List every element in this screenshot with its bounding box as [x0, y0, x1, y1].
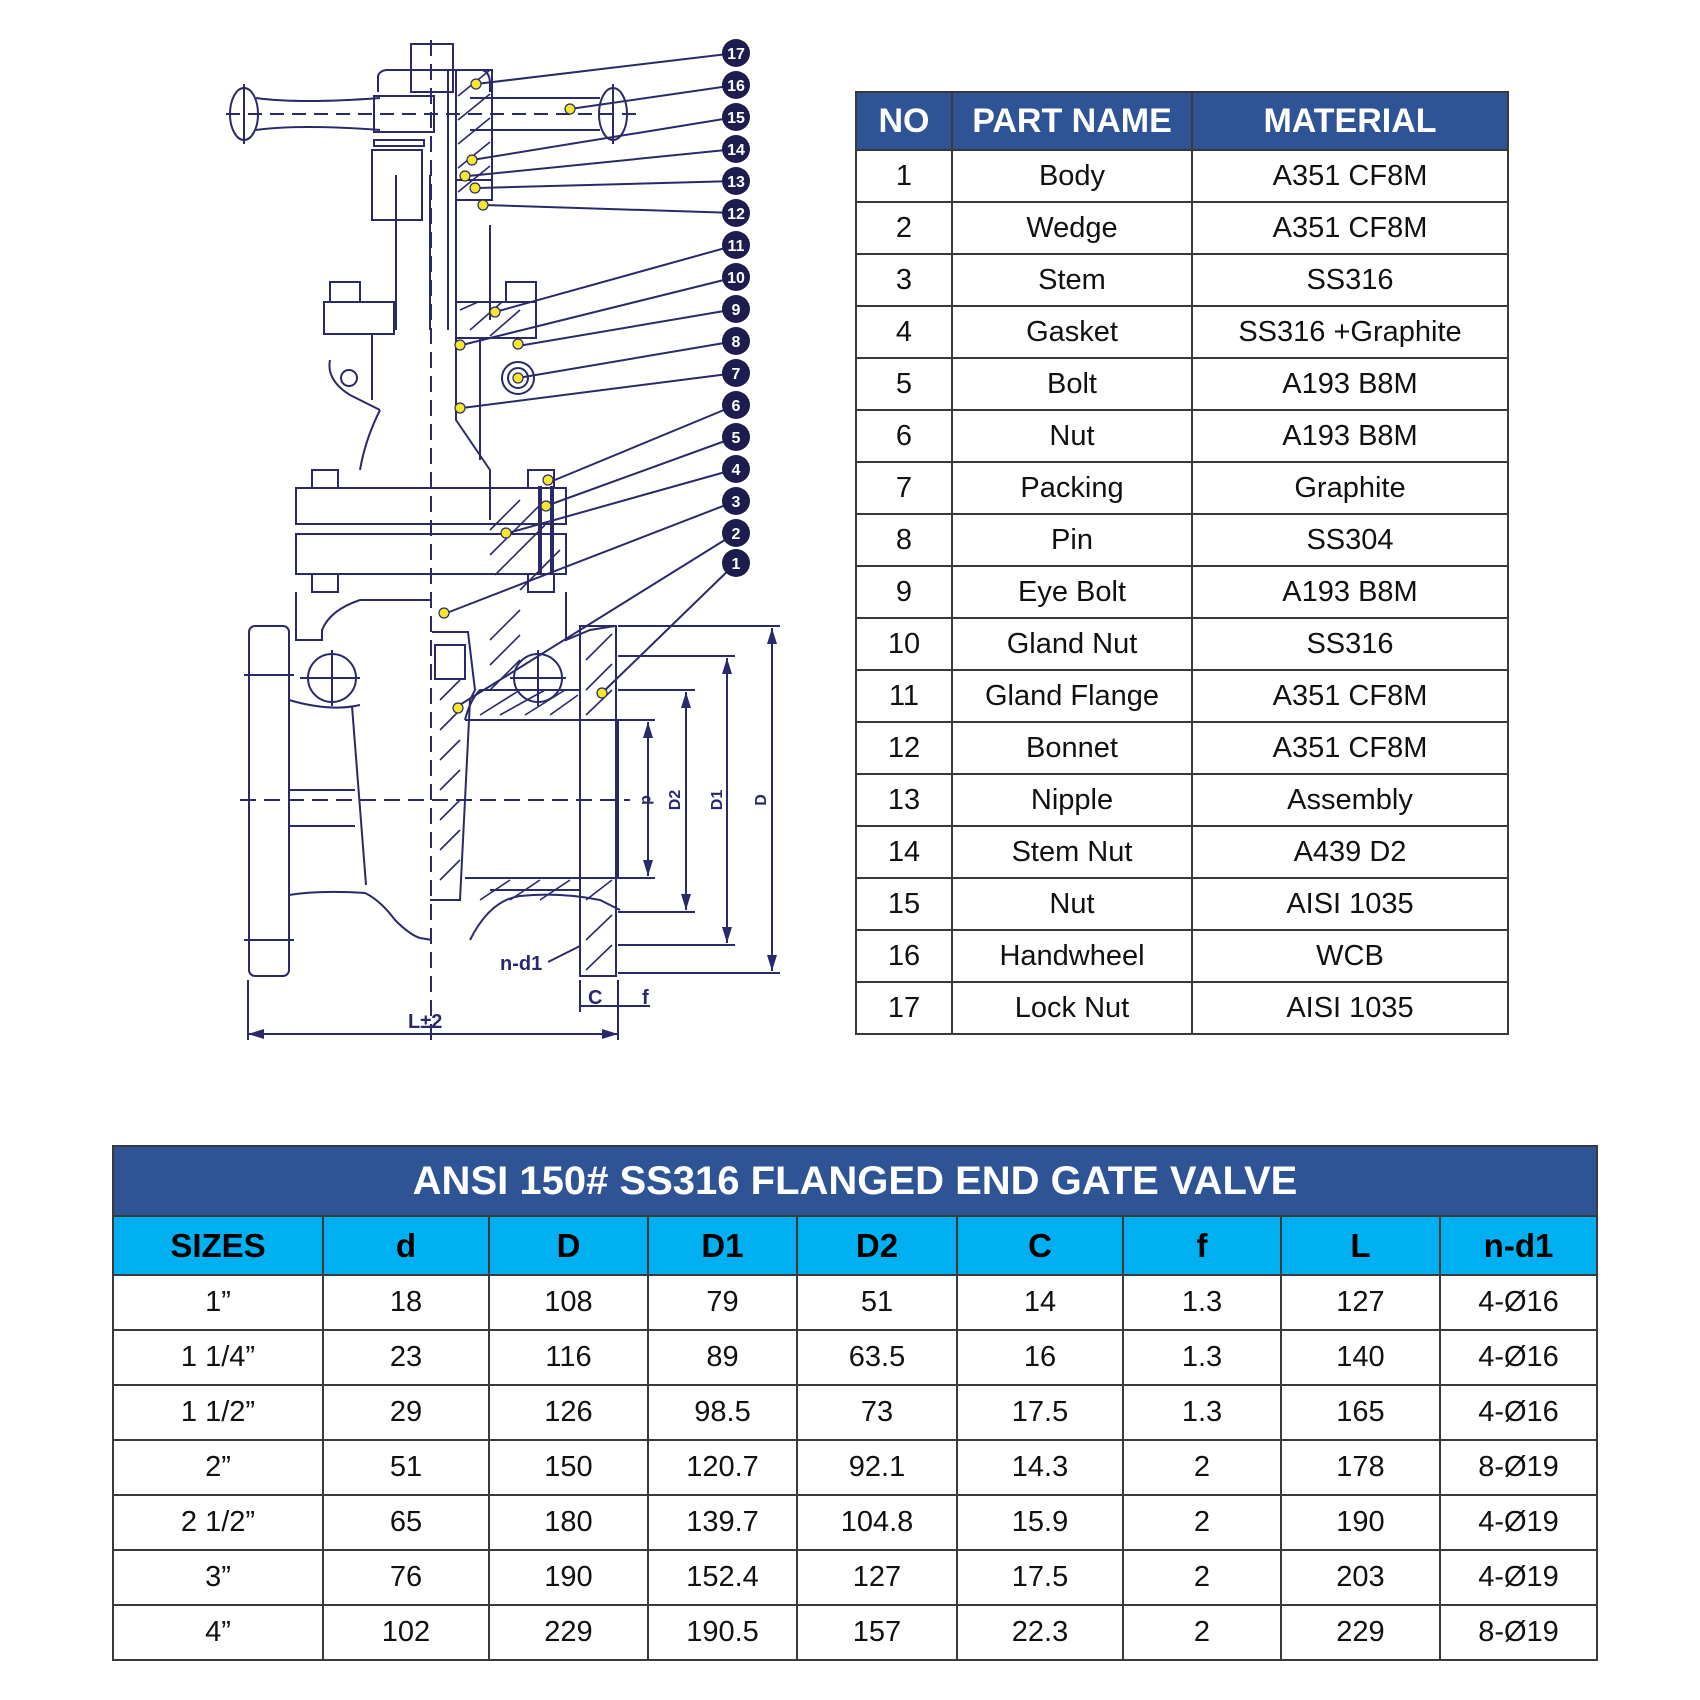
dim-label-D: D [753, 794, 770, 806]
svg-text:7: 7 [731, 366, 741, 383]
dimension-labels [408, 790, 770, 1033]
header-C: C [957, 1216, 1123, 1275]
callout-14 [722, 135, 750, 163]
parts-material-table [855, 91, 1509, 1035]
callout-16 [722, 71, 750, 99]
svg-text:3: 3 [731, 494, 741, 511]
dim-label-d: d [638, 795, 655, 805]
svg-text:1: 1 [731, 556, 741, 573]
table-row [856, 722, 1508, 774]
callout-6 [722, 391, 750, 419]
part-material: A351 CF8M [1192, 150, 1508, 202]
spec-table-header [113, 1216, 1597, 1275]
cell: 2 [1123, 1605, 1281, 1660]
part-no: 10 [856, 618, 952, 670]
part-material: SS316 [1192, 254, 1508, 306]
cell: 152.4 [648, 1550, 797, 1605]
table-row [113, 1330, 1597, 1385]
cell: 92.1 [797, 1440, 957, 1495]
table-row [856, 410, 1508, 462]
cell-size: 2” [113, 1440, 323, 1495]
header-part-name: PART NAME [952, 92, 1192, 150]
cell: 116 [489, 1330, 648, 1385]
table-row [856, 306, 1508, 358]
part-name: Nipple [952, 774, 1192, 826]
part-name: Wedge [952, 202, 1192, 254]
dim-label-D1: D1 [709, 789, 726, 811]
svg-text:13: 13 [727, 174, 745, 191]
cell: 79 [648, 1275, 797, 1330]
part-material: WCB [1192, 930, 1508, 982]
cell: 102 [323, 1605, 489, 1660]
part-no: 11 [856, 670, 952, 722]
part-name: Packing [952, 462, 1192, 514]
svg-text:6: 6 [731, 398, 741, 415]
cell: 51 [797, 1275, 957, 1330]
cell: 29 [323, 1385, 489, 1440]
table-row [856, 202, 1508, 254]
cell: 8-Ø19 [1440, 1605, 1597, 1660]
part-material: A439 D2 [1192, 826, 1508, 878]
part-no: 7 [856, 462, 952, 514]
part-name: Nut [952, 410, 1192, 462]
cell: 190.5 [648, 1605, 797, 1660]
part-material: A351 CF8M [1192, 722, 1508, 774]
svg-text:9: 9 [731, 302, 741, 319]
svg-text:5: 5 [731, 430, 741, 447]
table-row [856, 566, 1508, 618]
callout-9 [722, 295, 750, 323]
callout-2 [722, 519, 750, 547]
cell: 8-Ø19 [1440, 1440, 1597, 1495]
part-no: 6 [856, 410, 952, 462]
cell: 2 [1123, 1495, 1281, 1550]
part-name: Handwheel [952, 930, 1192, 982]
dimension-spec-table [112, 1145, 1598, 1661]
callout-12 [722, 199, 750, 227]
marker-dots [439, 79, 607, 713]
header-no: NO [856, 92, 952, 150]
cell: 190 [489, 1550, 648, 1605]
part-material: A351 CF8M [1192, 670, 1508, 722]
cell: 18 [323, 1275, 489, 1330]
part-no: 8 [856, 514, 952, 566]
svg-text:2: 2 [731, 526, 741, 543]
svg-text:16: 16 [727, 78, 745, 95]
svg-text:15: 15 [727, 110, 745, 127]
part-no: 3 [856, 254, 952, 306]
part-no: 2 [856, 202, 952, 254]
dim-label-f: f [642, 987, 649, 1009]
table-row [856, 358, 1508, 410]
spec-table-title: ANSI 150# SS316 FLANGED END GATE VALVE [113, 1146, 1597, 1216]
callout-3 [722, 487, 750, 515]
svg-text:14: 14 [727, 142, 745, 159]
part-no: 1 [856, 150, 952, 202]
part-no: 13 [856, 774, 952, 826]
header-n-d1: n-d1 [1440, 1216, 1597, 1275]
cell: 4-Ø16 [1440, 1385, 1597, 1440]
cell: 1.3 [1123, 1275, 1281, 1330]
callout-list [722, 39, 750, 577]
part-no: 15 [856, 878, 952, 930]
cell: 4-Ø16 [1440, 1330, 1597, 1385]
cell: 1.3 [1123, 1330, 1281, 1385]
cell-size: 4” [113, 1605, 323, 1660]
part-name: Nut [952, 878, 1192, 930]
cell: 127 [1281, 1275, 1440, 1330]
dim-label-D2: D2 [667, 789, 684, 811]
cell: 22.3 [957, 1605, 1123, 1660]
table-row [113, 1550, 1597, 1605]
part-name: Gasket [952, 306, 1192, 358]
part-material: A193 B8M [1192, 358, 1508, 410]
part-no: 16 [856, 930, 952, 982]
callout-15 [722, 103, 750, 131]
part-material: Graphite [1192, 462, 1508, 514]
part-material: A193 B8M [1192, 566, 1508, 618]
table-row [856, 878, 1508, 930]
cell: 23 [323, 1330, 489, 1385]
cell: 14.3 [957, 1440, 1123, 1495]
callout-13 [722, 167, 750, 195]
cell-size: 1” [113, 1275, 323, 1330]
cell: 17.5 [957, 1550, 1123, 1605]
header-sizes: SIZES [113, 1216, 323, 1275]
cell-size: 1 1/4” [113, 1330, 323, 1385]
cell: 15.9 [957, 1495, 1123, 1550]
svg-text:17: 17 [727, 46, 745, 63]
part-name: Body [952, 150, 1192, 202]
table-row [856, 150, 1508, 202]
cell: 229 [489, 1605, 648, 1660]
table-row [113, 1495, 1597, 1550]
cell: 140 [1281, 1330, 1440, 1385]
dim-label-n-d1: n-d1 [500, 953, 543, 975]
callout-10 [722, 263, 750, 291]
table-row [856, 618, 1508, 670]
cell: 17.5 [957, 1385, 1123, 1440]
part-material: SS316 +Graphite [1192, 306, 1508, 358]
cell: 203 [1281, 1550, 1440, 1605]
part-material: A351 CF8M [1192, 202, 1508, 254]
cell: 65 [323, 1495, 489, 1550]
part-name: Gland Nut [952, 618, 1192, 670]
cell: 157 [797, 1605, 957, 1660]
cell: 89 [648, 1330, 797, 1385]
part-no: 14 [856, 826, 952, 878]
header-D: D [489, 1216, 648, 1275]
part-name: Gland Flange [952, 670, 1192, 722]
cell: 4-Ø19 [1440, 1495, 1597, 1550]
cell: 108 [489, 1275, 648, 1330]
part-no: 5 [856, 358, 952, 410]
part-material: A193 B8M [1192, 410, 1508, 462]
dim-label-L: L±2 [408, 1011, 443, 1033]
callout-17 [722, 39, 750, 67]
part-no: 4 [856, 306, 952, 358]
part-name: Pin [952, 514, 1192, 566]
svg-text:8: 8 [731, 334, 741, 351]
parts-table-header [856, 92, 1508, 150]
part-no: 17 [856, 982, 952, 1034]
part-material: AISI 1035 [1192, 878, 1508, 930]
part-material: SS304 [1192, 514, 1508, 566]
table-row [856, 462, 1508, 514]
part-no: 12 [856, 722, 952, 774]
cell: 1.3 [1123, 1385, 1281, 1440]
cell: 180 [489, 1495, 648, 1550]
cell: 120.7 [648, 1440, 797, 1495]
cell: 104.8 [797, 1495, 957, 1550]
part-name: Lock Nut [952, 982, 1192, 1034]
cell: 73 [797, 1385, 957, 1440]
table-row [113, 1605, 1597, 1660]
table-row [856, 670, 1508, 722]
cell: 2 [1123, 1440, 1281, 1495]
svg-text:4: 4 [731, 462, 741, 479]
cell: 2 [1123, 1550, 1281, 1605]
cell: 150 [489, 1440, 648, 1495]
cell: 190 [1281, 1495, 1440, 1550]
cell: 127 [797, 1550, 957, 1605]
cell: 126 [489, 1385, 648, 1440]
cell: 4-Ø16 [1440, 1275, 1597, 1330]
cell: 16 [957, 1330, 1123, 1385]
part-material: Assembly [1192, 774, 1508, 826]
cell-size: 1 1/2” [113, 1385, 323, 1440]
callout-5 [722, 423, 750, 451]
callout-11 [722, 231, 750, 259]
cell: 4-Ø19 [1440, 1550, 1597, 1605]
cell: 178 [1281, 1440, 1440, 1495]
header-D1: D1 [648, 1216, 797, 1275]
cell: 139.7 [648, 1495, 797, 1550]
table-row [113, 1275, 1597, 1330]
header-L: L [1281, 1216, 1440, 1275]
table-row [856, 514, 1508, 566]
table-row [856, 982, 1508, 1034]
svg-text:12: 12 [727, 206, 745, 223]
cell: 63.5 [797, 1330, 957, 1385]
table-row [856, 254, 1508, 306]
table-row [856, 774, 1508, 826]
table-row [856, 826, 1508, 878]
cell: 98.5 [648, 1385, 797, 1440]
cell: 76 [323, 1550, 489, 1605]
part-no: 9 [856, 566, 952, 618]
cell: 165 [1281, 1385, 1440, 1440]
cell: 14 [957, 1275, 1123, 1330]
header-D2: D2 [797, 1216, 957, 1275]
header-material: MATERIAL [1192, 92, 1508, 150]
part-name: Stem Nut [952, 826, 1192, 878]
table-row [856, 930, 1508, 982]
part-name: Bonnet [952, 722, 1192, 774]
callout-1 [722, 549, 750, 577]
table-row [113, 1385, 1597, 1440]
part-name: Eye Bolt [952, 566, 1192, 618]
callout-7 [722, 359, 750, 387]
svg-text:11: 11 [727, 238, 745, 255]
dim-label-C: C [588, 987, 603, 1009]
callout-8 [722, 327, 750, 355]
dimension-lines [248, 626, 780, 1040]
table-row [113, 1440, 1597, 1495]
cell-size: 3” [113, 1550, 323, 1605]
cell: 229 [1281, 1605, 1440, 1660]
leader-lines [444, 53, 736, 706]
header-f: f [1123, 1216, 1281, 1275]
callout-4 [722, 455, 750, 483]
svg-text:10: 10 [727, 270, 745, 287]
part-material: AISI 1035 [1192, 982, 1508, 1034]
header-d: d [323, 1216, 489, 1275]
part-name: Bolt [952, 358, 1192, 410]
cell-size: 2 1/2” [113, 1495, 323, 1550]
cell: 51 [323, 1440, 489, 1495]
part-material: SS316 [1192, 618, 1508, 670]
part-name: Stem [952, 254, 1192, 306]
